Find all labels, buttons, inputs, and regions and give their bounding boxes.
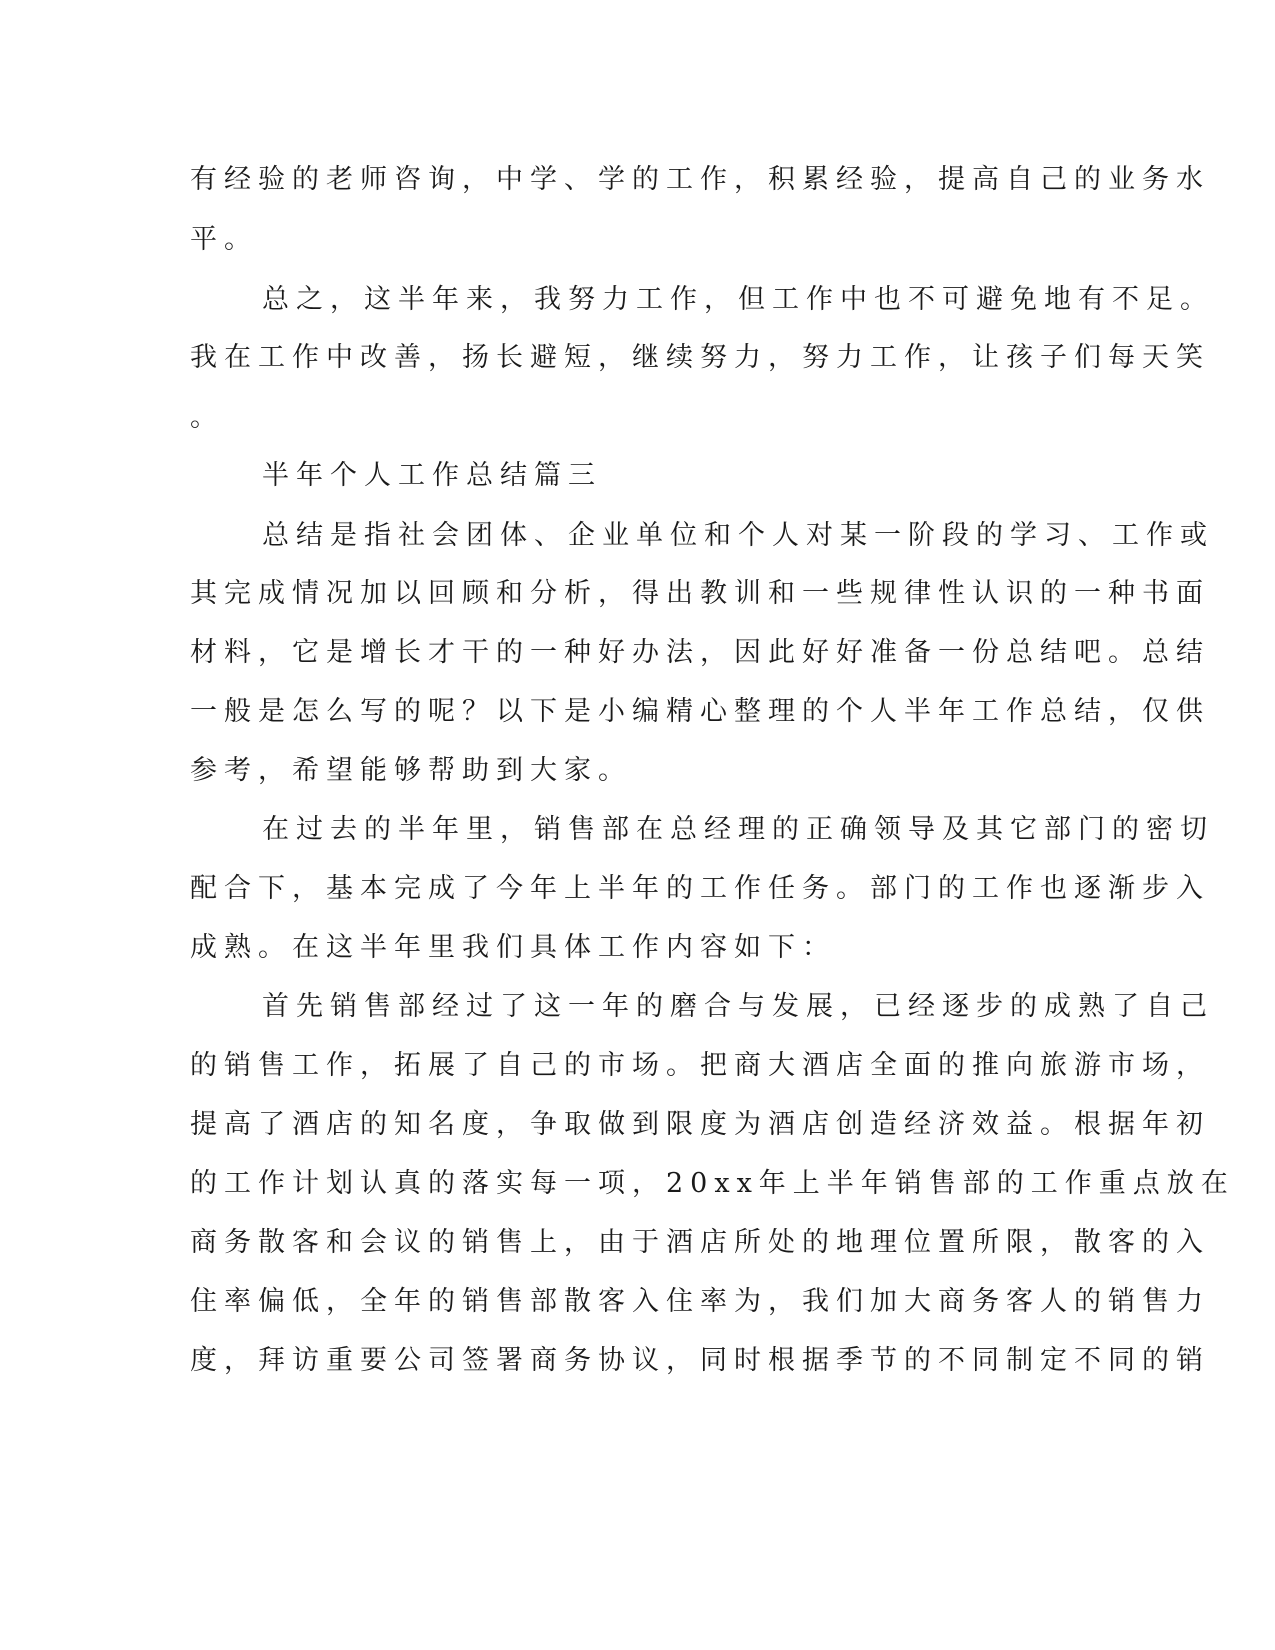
text-line-10: 一般是怎么写的呢？以下是小编精心整理的个人半年工作总结，仅供 [190, 696, 1210, 727]
text-line-21: 度，拜访重要公司签署商务协议，同时根据季节的不同制定不同的销 [190, 1345, 1210, 1376]
text-line-15: 首先销售部经过了这一年的磨合与发展，已经逐步的成熟了自己 [262, 991, 1214, 1022]
text-line-17: 提高了酒店的知名度，争取做到限度为酒店创造经济效益。根据年初 [190, 1109, 1210, 1140]
text-line-16: 的销售工作，拓展了自己的市场。把商大酒店全面的推向旅游市场， [190, 1050, 1210, 1081]
text-line-18: 的工作计划认真的落实每一项，20xx年上半年销售部的工作重点放在 [190, 1168, 1235, 1199]
text-line-12: 在过去的半年里，销售部在总经理的正确领导及其它部门的密切 [262, 814, 1214, 845]
text-line-9: 材料，它是增长才干的一种好办法，因此好好准备一份总结吧。总结 [190, 637, 1210, 668]
text-line-3: 总之，这半年来，我努力工作，但工作中也不可避免地有不足。 [262, 284, 1214, 315]
text-line-19: 商务散客和会议的销售上，由于酒店所处的地理位置所限，散客的入 [190, 1227, 1210, 1258]
text-line-11: 参考，希望能够帮助到大家。 [190, 755, 632, 786]
text-line-2: 平。 [190, 224, 258, 255]
text-line-14: 成熟。在这半年里我们具体工作内容如下： [190, 932, 836, 963]
text-line-13: 配合下，基本完成了今年上半年的工作任务。部门的工作也逐渐步入 [190, 873, 1210, 904]
text-line-20: 住率偏低，全年的销售部散客入住率为，我们加大商务客人的销售力 [190, 1286, 1210, 1317]
section-heading: 半年个人工作总结篇三 [262, 460, 602, 491]
text-line-8: 其完成情况加以回顾和分析，得出教训和一些规律性认识的一种书面 [190, 578, 1210, 609]
text-line-4: 我在工作中改善，扬长避短，继续努力，努力工作，让孩子们每天笑 [190, 342, 1210, 373]
text-line-1: 有经验的老师咨询，中学、学的工作，积累经验，提高自己的业务水 [190, 164, 1210, 195]
text-line-7: 总结是指社会团体、企业单位和个人对某一阶段的学习、工作或 [262, 520, 1214, 551]
text-line-5: 。 [190, 402, 224, 433]
